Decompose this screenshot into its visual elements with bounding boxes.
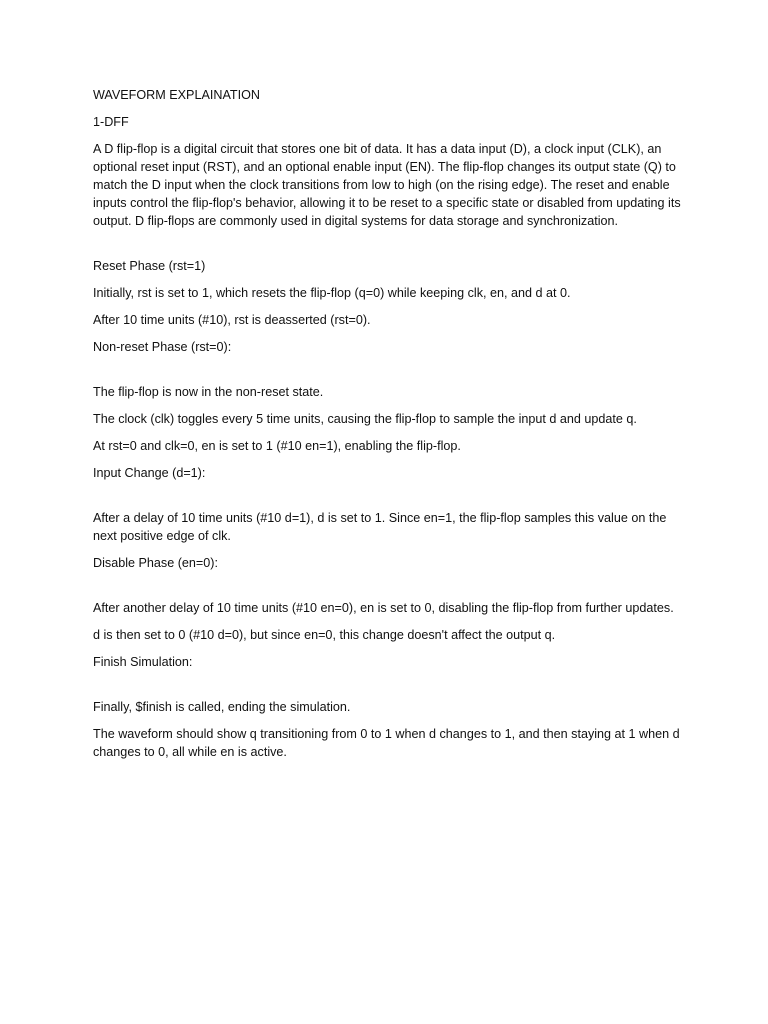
document-title: WAVEFORM EXPLAINATION xyxy=(93,88,261,102)
non-reset-phase-line-3: At rst=0 and clk=0, en is set to 1 (#10 en=1), enabling the flip-flop. xyxy=(93,439,461,453)
disable-phase-heading: Disable Phase (en=0): xyxy=(93,556,218,570)
reset-phase-line-1: Initially, rst is set to 1, which resets the flip-flop (q=0) while keeping clk, en, and d at 0. xyxy=(93,286,571,300)
finish-simulation-heading: Finish Simulation: xyxy=(93,655,193,669)
reset-phase-heading: Reset Phase (rst=1) xyxy=(93,259,206,273)
intro-paragraph: A D flip-flop is a digital circuit that stores one bit of data. It has a data input (D), a clock input (CLK), an optional reset input (RST), and an optional enable input (EN). The flip-flop changes its output state (Q) to match the D input when the clock transitions from low to high (on the rising edge). The reset and enable inputs control the flip-flop's behavior, allowing it to be reset to a specific state or disabled from updating its output. D flip-flops are commonly used in digital systems for data storage and synchronization. xyxy=(93,142,681,228)
non-reset-phase-line-2: The clock (clk) toggles every 5 time units, causing the flip-flop to sample the input d and update q. xyxy=(93,412,637,426)
non-reset-phase-heading: Non-reset Phase (rst=0): xyxy=(93,340,232,354)
finish-simulation-line: Finally, $finish is called, ending the simulation. xyxy=(93,700,351,714)
disable-phase-line-1: After another delay of 10 time units (#10 en=0), en is set to 0, disabling the flip-flop from further updates. xyxy=(93,601,674,615)
disable-phase-line-2: d is then set to 0 (#10 d=0), but since en=0, this change doesn't affect the output q. xyxy=(93,628,556,642)
section-heading: 1-DFF xyxy=(93,115,129,129)
reset-phase-line-2: After 10 time units (#10), rst is deasserted (rst=0). xyxy=(93,313,371,327)
input-change-heading: Input Change (d=1): xyxy=(93,466,206,480)
non-reset-phase-line-1: The flip-flop is now in the non-reset state. xyxy=(93,385,324,399)
document-body xyxy=(93,86,683,770)
waveform-summary: The waveform should show q transitioning from 0 to 1 when d changes to 1, and then staying at 1 when d changes to 0, all while en is active. xyxy=(93,727,680,759)
input-change-paragraph: After a delay of 10 time units (#10 d=1), d is set to 1. Since en=1, the flip-flop samples this value on the next positive edge of clk. xyxy=(93,511,667,543)
